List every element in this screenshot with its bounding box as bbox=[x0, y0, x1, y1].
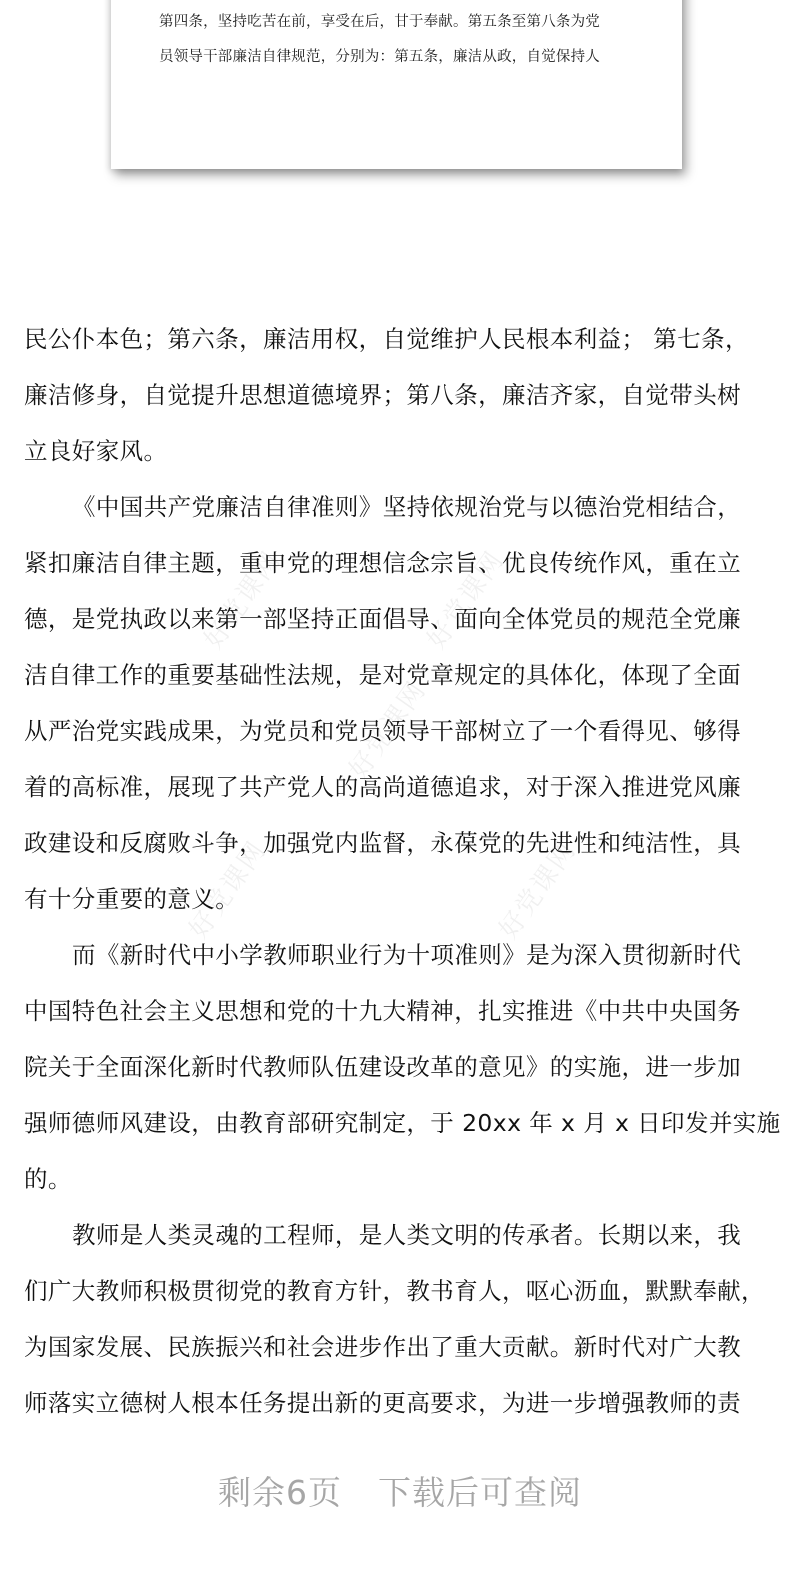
text-line: 强师德师风建设，由教育部研究制定，于 20xx 年 x 月 x 日印发并实施 bbox=[24, 1109, 781, 1137]
download-to-read-prompt[interactable] bbox=[0, 1467, 800, 1514]
paragraph-first-line: 教师是人类灵魂的工程师，是人类文明的传承者。长期以来，我 bbox=[72, 1221, 742, 1249]
text-line: 洁自律工作的重要基础性法规，是对党章规定的具体化，体现了全面 bbox=[24, 661, 741, 689]
preview-text-line: 员领导干部廉洁自律规范，分别为：第五条，廉洁从政，自觉保持人 bbox=[159, 49, 600, 65]
preview-text-line: 第四条，坚持吃苦在前，享受在后，甘于奉献。第五条至第八条为党 bbox=[159, 14, 600, 30]
paragraph-first-line: 而《新时代中小学教师职业行为十项准则》是为深入贯彻新时代 bbox=[72, 941, 742, 969]
text-line: 有十分重要的意义。 bbox=[24, 885, 240, 913]
watermark-text: 好党课网 bbox=[343, 675, 433, 785]
text-line: 师落实立德树人根本任务提出新的更高要求，为进一步增强教师的责 bbox=[24, 1389, 741, 1417]
text-line: 民公仆本色；第六条，廉洁用权，自觉维护人民根本利益； 第七条， bbox=[24, 325, 749, 353]
watermark-text: 好党课网 bbox=[198, 545, 288, 655]
watermark-text: 好党课网 bbox=[421, 545, 511, 655]
text-line: 廉洁修身，自觉提升思想道德境界；第八条，廉洁齐家，自觉带头树 bbox=[24, 381, 741, 409]
text-line: 为国家发展、民族振兴和社会进步作出了重大贡献。新时代对广大教 bbox=[24, 1333, 741, 1361]
previous-page-preview-card bbox=[111, 0, 682, 169]
text-line: 的。 bbox=[24, 1165, 72, 1193]
paragraph-first-line: 《中国共产党廉洁自律准则》坚持依规治党与以德治党相结合， bbox=[72, 493, 742, 521]
text-line: 紧扣廉洁自律主题，重申党的理想信念宗旨、优良传统作风，重在立 bbox=[24, 549, 741, 577]
watermark-text: 好党课网 bbox=[183, 835, 273, 945]
text-line: 德，是党执政以来第一部坚持正面倡导、面向全体党员的规范全党廉 bbox=[24, 605, 741, 633]
text-line: 政建设和反腐败斗争，加强党内监督，永葆党的先进性和纯洁性，具 bbox=[24, 829, 741, 857]
text-line: 着的高标准，展现了共产党人的高尚道德追求，对于深入推进党风廉 bbox=[24, 773, 741, 801]
remaining-pages-label: 剩余6页 bbox=[218, 1473, 342, 1512]
text-line: 立良好家风。 bbox=[24, 437, 168, 465]
text-line: 从严治党实践成果，为党员和党员领导干部树立了一个看得见、够得 bbox=[24, 717, 741, 745]
text-line: 院关于全面深化新时代教师队伍建设改革的意见》的实施，进一步加 bbox=[24, 1053, 741, 1081]
download-to-view-label[interactable]: 下载后可查阅 bbox=[378, 1473, 582, 1512]
text-line: 们广大教师积极贯彻党的教育方针，教书育人，呕心沥血，默默奉献， bbox=[24, 1277, 765, 1305]
text-line: 中国特色社会主义思想和党的十九大精神，扎实推进《中共中央国务 bbox=[24, 997, 741, 1025]
watermark-text: 好党课网 bbox=[493, 835, 583, 945]
